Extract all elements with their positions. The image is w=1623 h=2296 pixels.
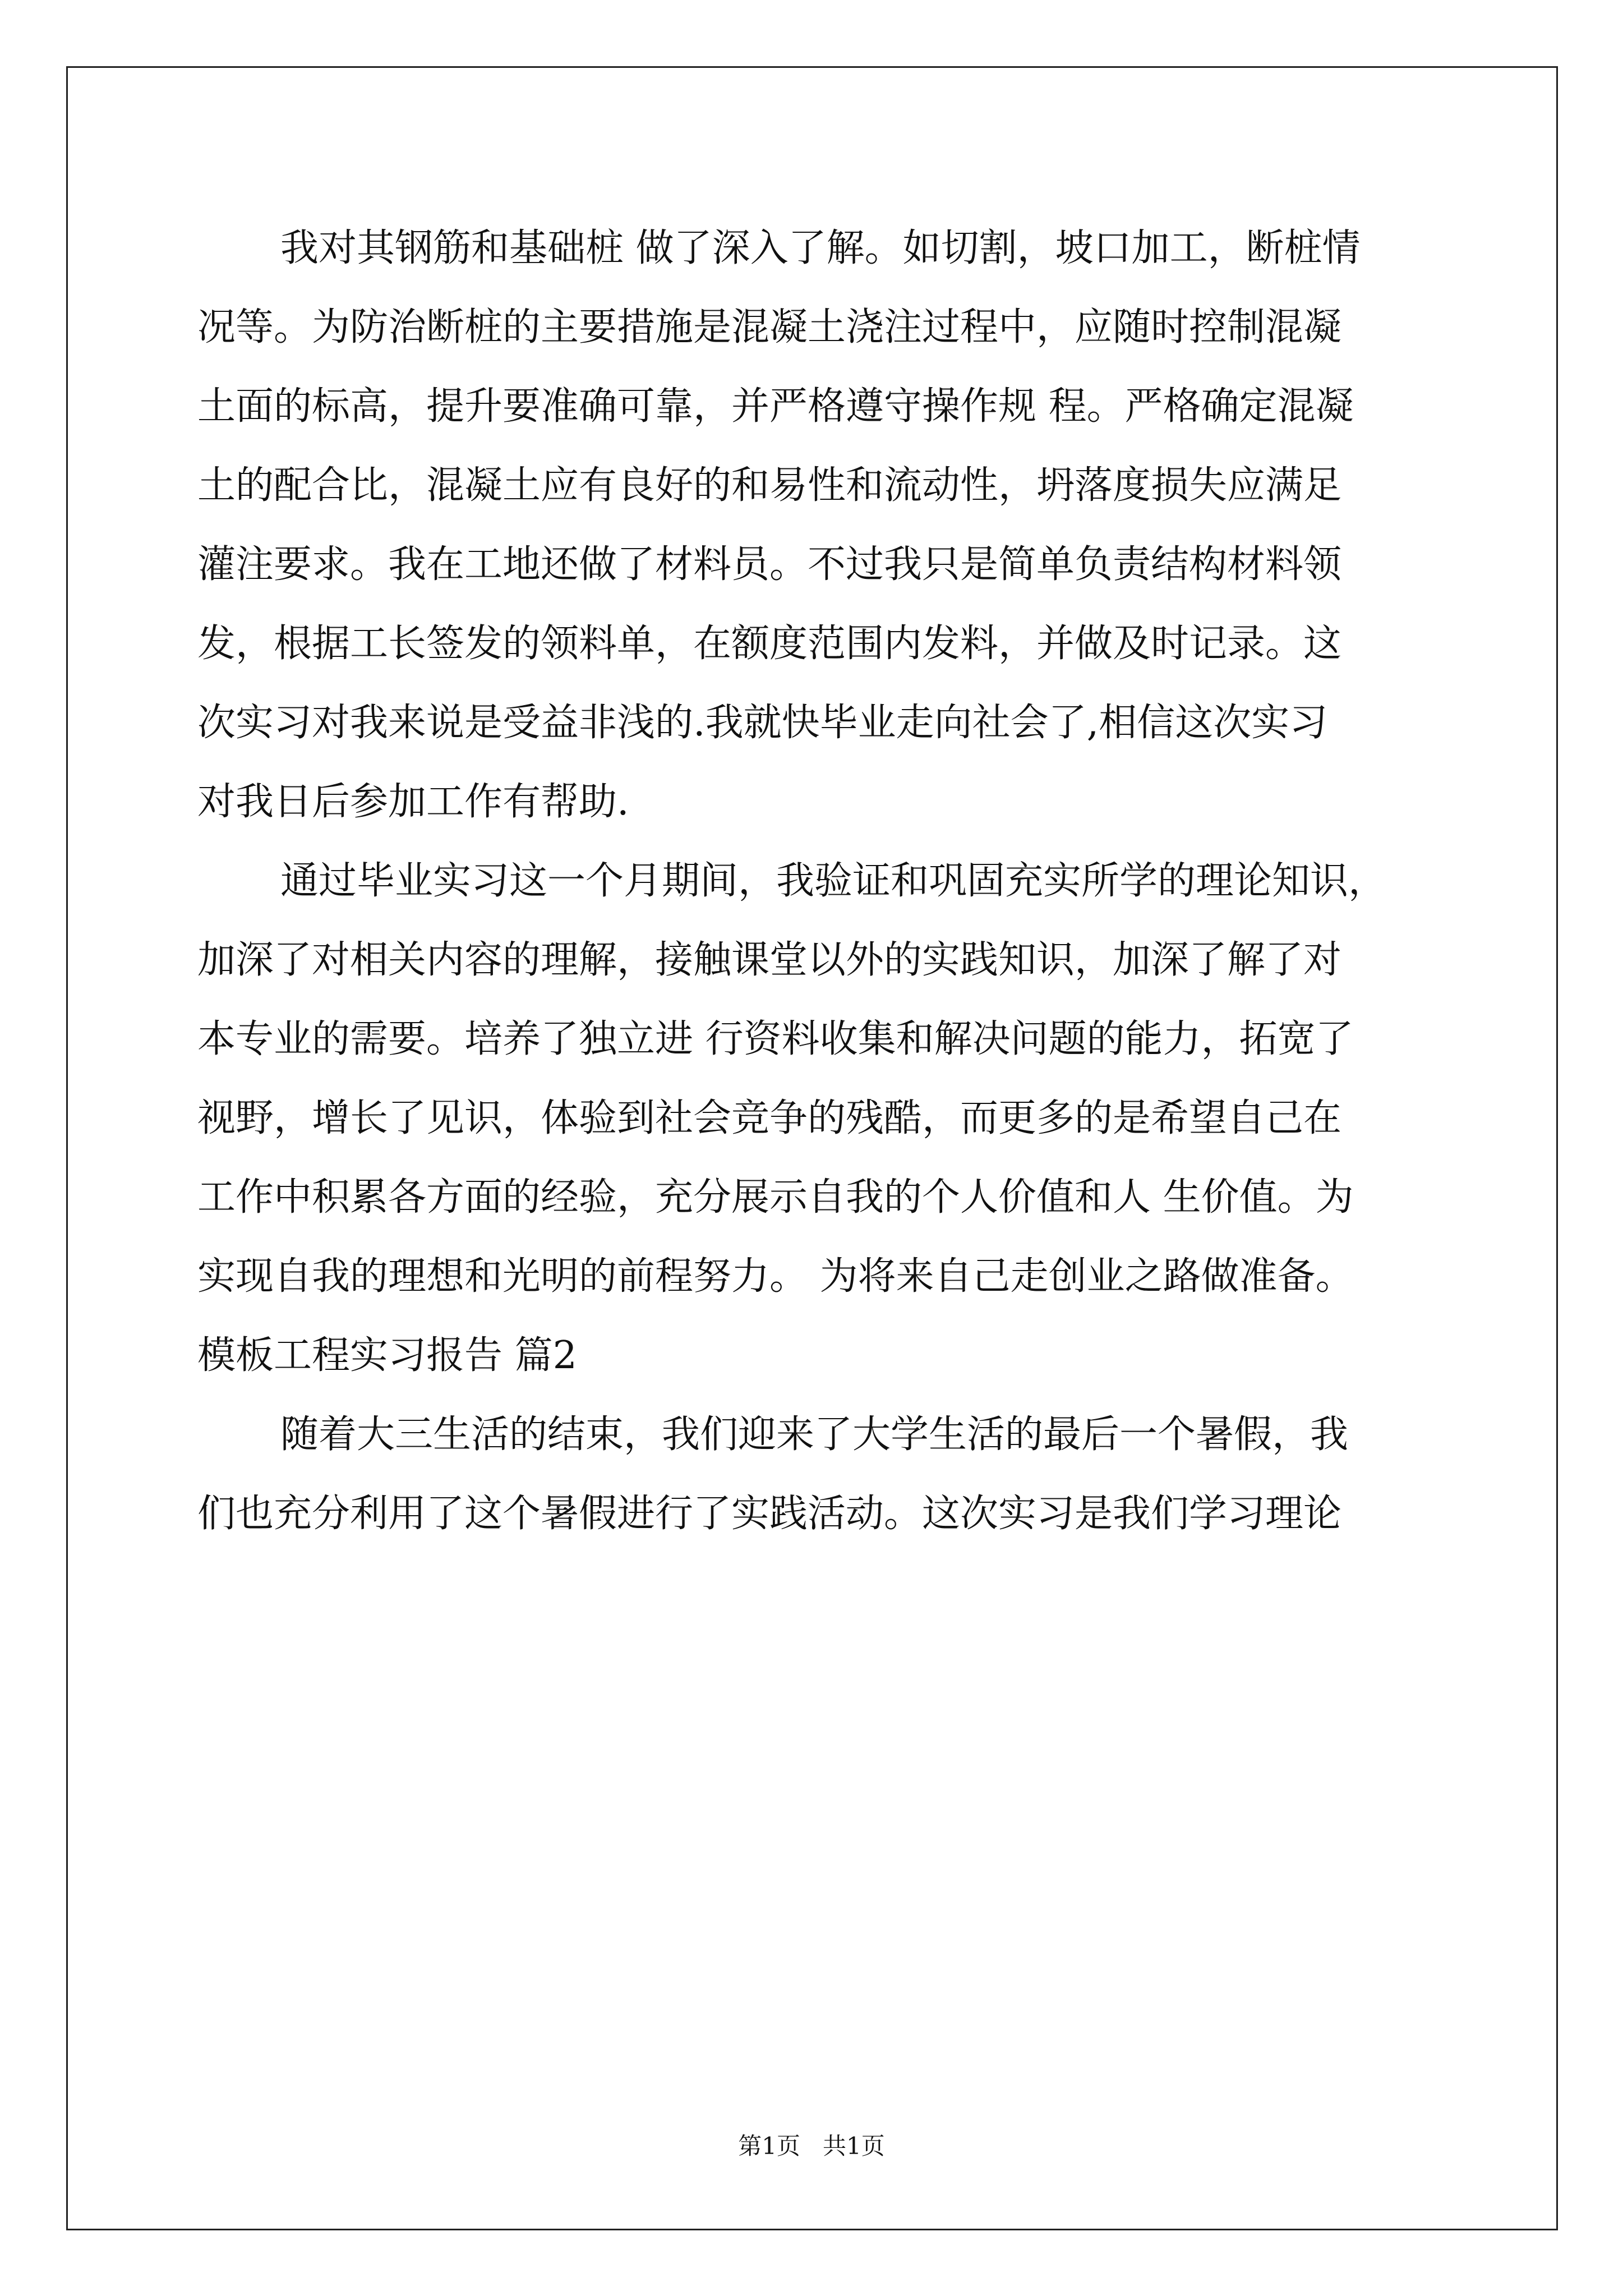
text-line: 土面的标高，提升要准确可靠，并严格遵守操作规 程。严格确定混凝	[197, 384, 1354, 429]
text-line: 对我日后参加工作有帮助.	[197, 780, 629, 824]
text-line: 加深了对相关内容的理解，接触课堂以外的实践知识，加深了解了对	[197, 938, 1342, 982]
text-line: 我对其钢筋和基础桩 做了深入了解。如切割，坡口加工，断桩情	[280, 226, 1361, 270]
text-line: 通过毕业实习这一个月期间，我验证和巩固充实所学的理论知识，	[280, 859, 1387, 903]
document-body	[197, 209, 1431, 1553]
text-line: 工作中积累各方面的经验，充分展示自我的个人价值和人 生价值。为	[197, 1175, 1354, 1220]
text-line: 土的配合比，混凝土应有良好的和易性和流动性，坍落度损失应满足	[197, 463, 1342, 508]
text-line: 况等。为防治断桩的主要措施是混凝土浇注过程中，应随时控制混凝	[197, 305, 1342, 349]
section-heading: 模板工程实习报告 篇2	[197, 1333, 577, 1378]
text-line: 视野，增长了见识，体验到社会竞争的残酷，而更多的是希望自己在	[197, 1096, 1342, 1140]
text-line: 本专业的需要。培养了独立进 行资料收集和解决问题的能力，拓宽了	[197, 1017, 1354, 1061]
text-line: 灌注要求。我在工地还做了材料员。不过我只是简单负责结构材料领	[197, 542, 1342, 587]
page-number: 第1页	[738, 2132, 800, 2160]
text-line: 们也充分利用了这个暑假进行了实践活动。这次实习是我们学习理论	[197, 1492, 1342, 1536]
text-line: 次实习对我来说是受益非浅的.我就快毕业走向社会了,相信这次实习	[197, 701, 1328, 745]
text-line: 随着大三生活的结束，我们迎来了大学生活的最后一个暑假，我	[280, 1412, 1349, 1457]
text-line: 实现自我的理想和光明的前程努力。 为将来自己走创业之路做准备。	[197, 1254, 1354, 1299]
page-footer	[0, 2129, 1623, 2163]
page-total: 共1页	[823, 2132, 885, 2160]
text-line: 发，根据工长签发的领料单，在额度范围内发料，并做及时记录。这	[197, 622, 1342, 666]
